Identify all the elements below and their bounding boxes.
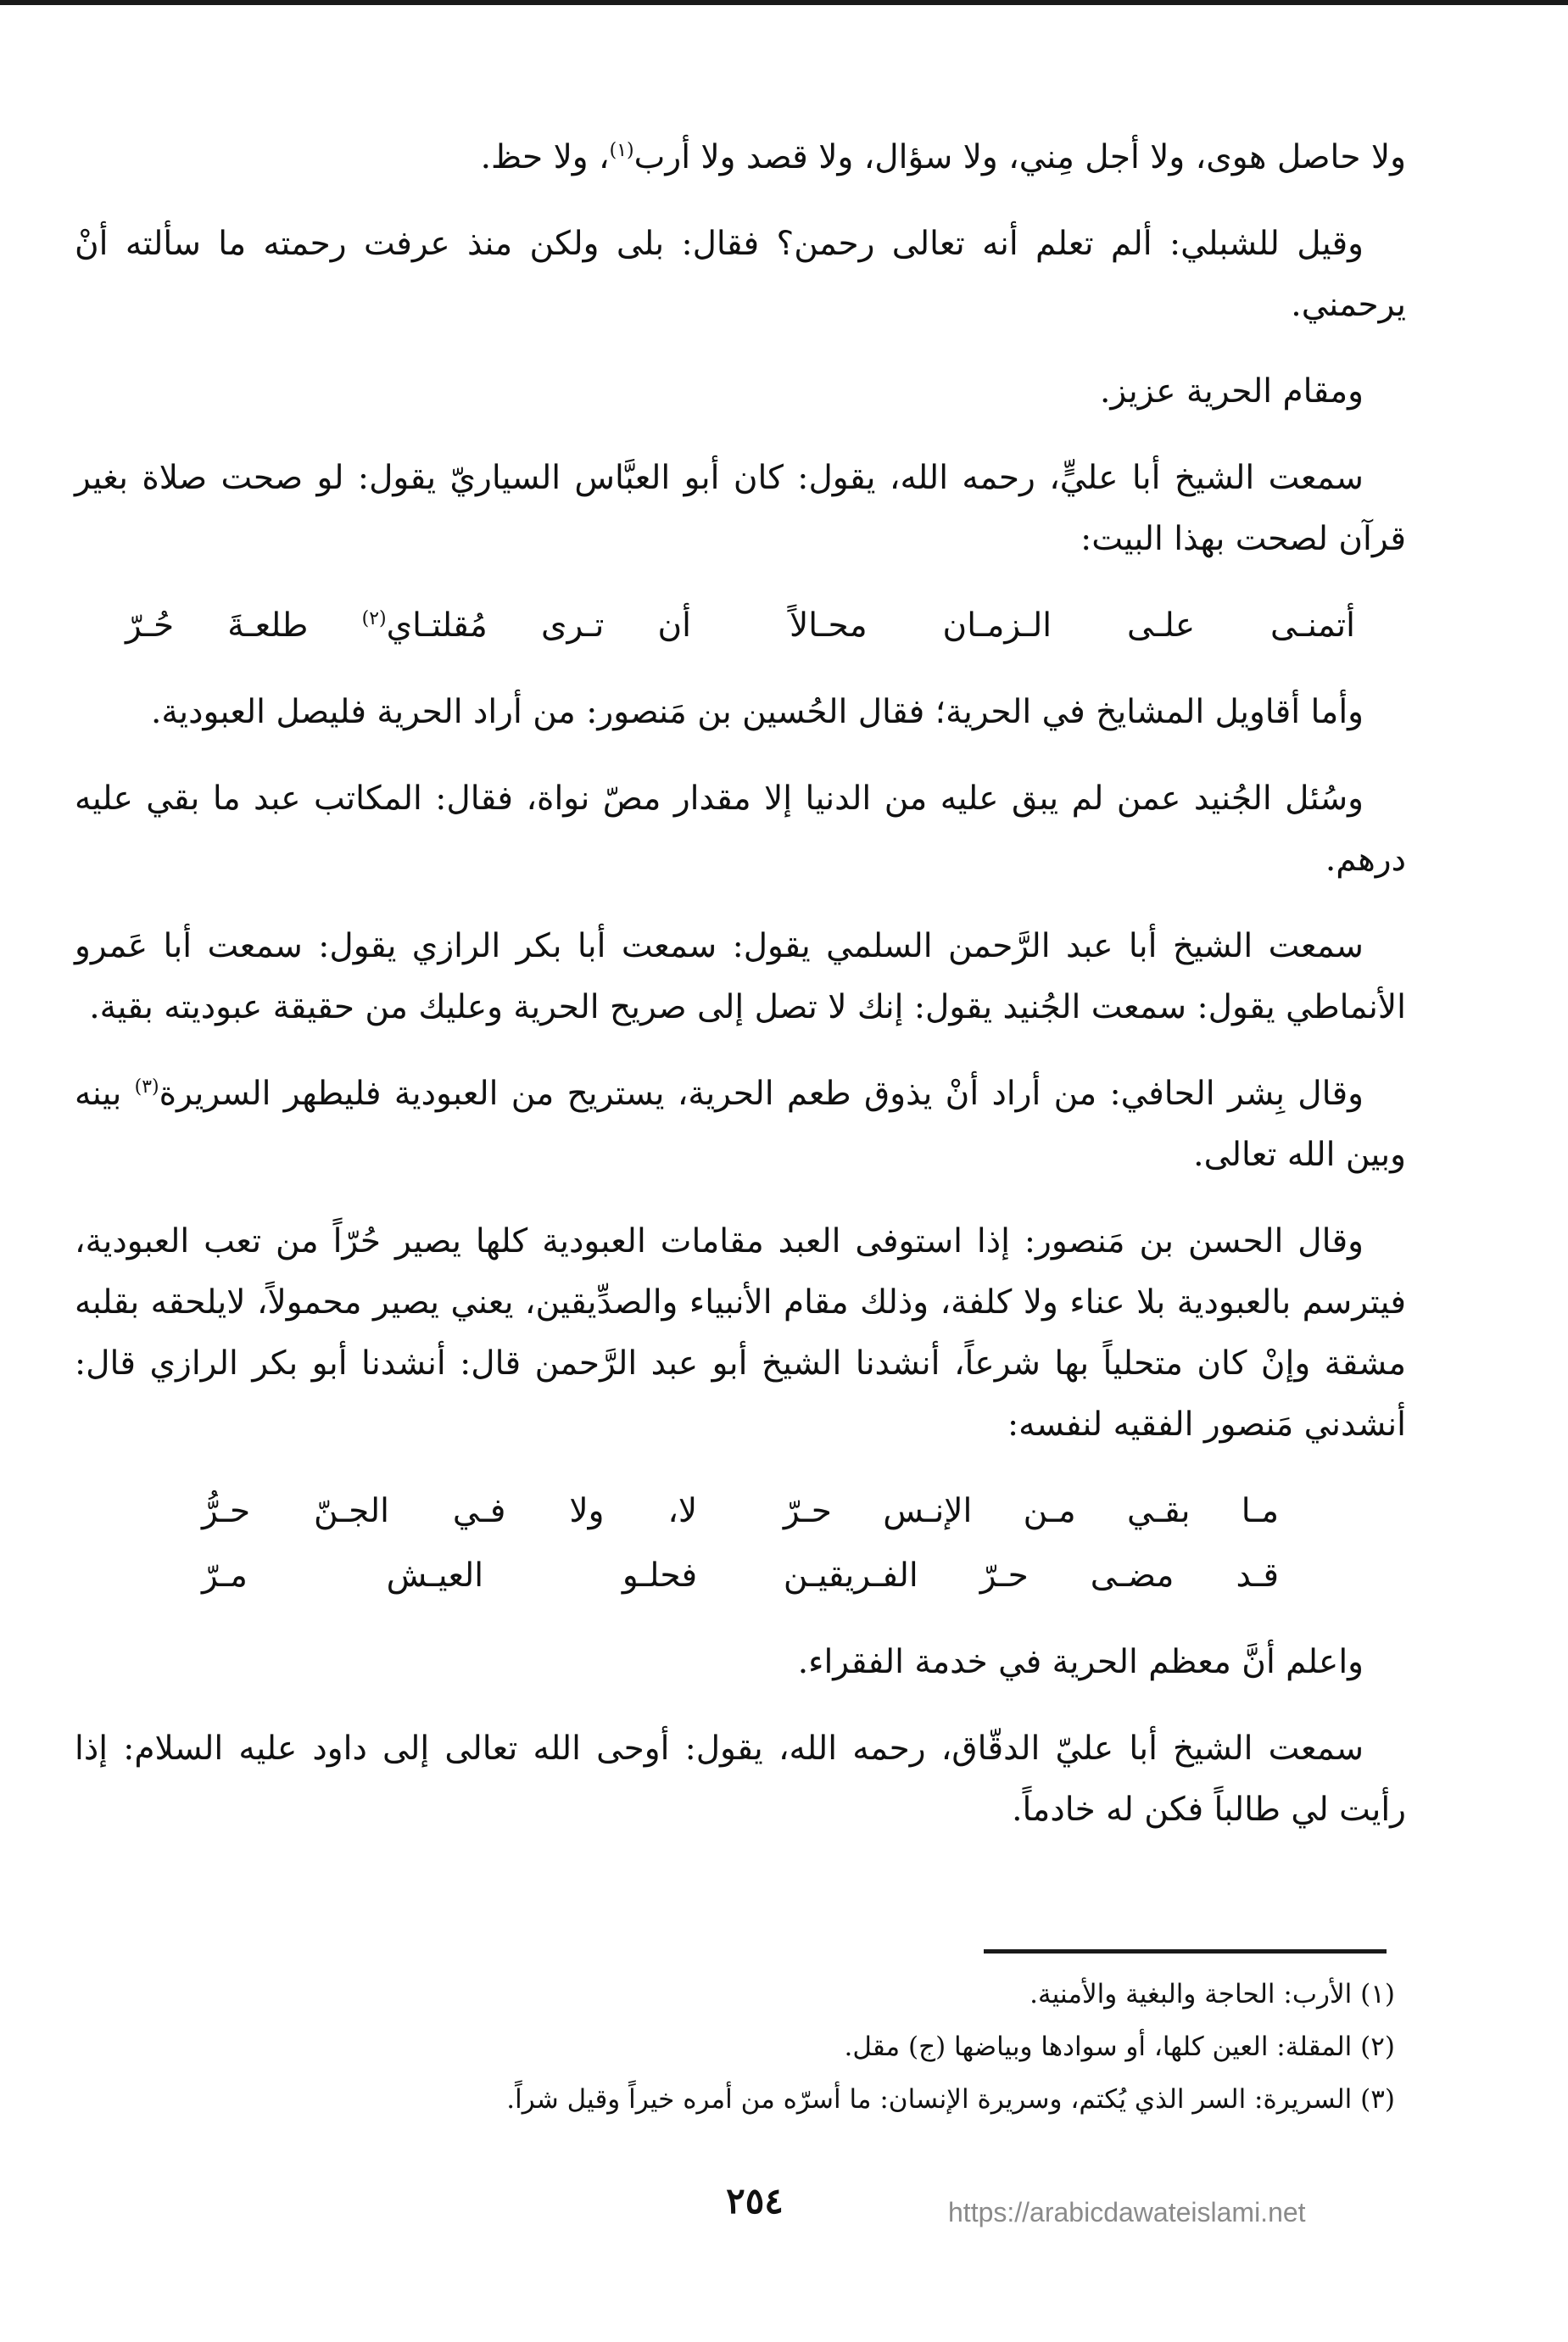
verse-2 xyxy=(202,1481,1279,1607)
verse-2-line-1-second: لا، ولا فـي الجـنّ حـرُّ xyxy=(202,1492,698,1530)
footnote-mark-2: (٢) xyxy=(361,608,387,629)
watermark-url: https://arabicdawateislami.net xyxy=(948,2197,1306,2227)
verse-1 xyxy=(126,595,1355,657)
footnote-mark-3: (٣) xyxy=(134,1076,159,1098)
footnote-2: (٢) المقلة: العين كلها، أو سوادها وبياضها (ج) مقل. xyxy=(844,2032,1395,2062)
verse-1-first-hemistich: أتمنـى علـى الـزمـان محـالاً xyxy=(790,606,1355,645)
paragraph-9: وقال الحسن بن مَنصور: إذا استوفى العبد مقامات العبودية كلها يصير حُرّاً من تعب العبودية، فيترسم بالعبودية بلا عناء ولا كلفة، وذلك مقام الأنبياء والصدِّيقين، يعني يصير محمولاً، لايلحقه بقلبه مشقة وإنْ كان متحلياً بها شرعاً، أنشدنا الشيخ أبو عبد الرَّحمن قال: أنشدنا أبو بكر الرازي قال: أنشدني مَنصور الفقيه لنفسه: xyxy=(75,1222,1406,1444)
footnote-1: (١) الأرب: الحاجة والبغية والأمنية. xyxy=(1030,1979,1395,2009)
page-number: ٢٥٤ xyxy=(726,2180,784,2222)
paragraph-3: ومقام الحرية عزيز. xyxy=(1099,372,1364,411)
footnote-rule xyxy=(984,1949,1387,1954)
paragraph-5: وأما أقاويل المشايخ في الحرية؛ فقال الحُسين بن مَنصور: من أراد الحرية فليصل العبودية. xyxy=(150,693,1364,731)
page-body xyxy=(75,127,1406,1866)
paragraph-4: سمعت الشيخ أبا عليٍّ، رحمه الله، يقول: كان أبو العبَّاس السياريّ يقول: لو صحت صلاة بغير قرآن لصحت بهذا البيت: xyxy=(75,459,1406,558)
paragraph-11: سمعت الشيخ أبا عليّ الدقّاق، رحمه الله، يقول: أوحى الله تعالى إلى داود عليه السلام: إذا رأيت لي طالباً فكن له خادماً. xyxy=(75,1730,1406,1829)
footnote-mark-1: (١) xyxy=(609,140,634,161)
verse-2-line-1-first: مـا بقـي مـن الإنـس حـرّ xyxy=(783,1492,1279,1530)
paragraph-10: واعلم أنَّ معظم الحرية في خدمة الفقراء. xyxy=(797,1643,1364,1681)
verse-2-line-2-second: فحلـو العيـش مـرّ xyxy=(202,1557,698,1595)
paragraph-2: وقيل للشبلي: ألم تعلم أنه تعالى رحمن؟ فقال: بلى ولكن منذ عرفت رحمته ما سألته أنْ يرحمني. xyxy=(75,225,1406,324)
verse-2-line-1 xyxy=(202,1481,1279,1542)
paragraph-1: ولا حاصل هوى، ولا أجل مِني، ولا سؤال، ولا قصد ولا أرب$^{(١)}$، ولا حظ. xyxy=(480,138,1406,176)
footnotes xyxy=(254,1968,1395,2126)
paragraph-8: وقال بِشر الحافي: من أراد أنْ يذوق طعم الحرية، يستريح من العبودية فليطهر السريرة$^{(٣)}$ بينه وبين الله تعالى. xyxy=(75,1075,1406,1174)
verse-2-line-2 xyxy=(202,1545,1279,1607)
verse-2-line-2-first: قـد مضـى حـرّ الفـريقيـن xyxy=(783,1557,1279,1595)
paragraph-7: سمعت الشيخ أبا عبد الرَّحمن السلمي يقول: سمعت أبا بكر الرازي يقول: سمعت أبا عَمرو الأنماطي يقول: سمعت الجُنيد يقول: إنك لا تصل إلى صريح الحرية وعليك من حقيقة عبوديته بقية. xyxy=(75,927,1406,1026)
verse-1-second-hemistich: أن تـرى مُقلتـاي$^{(٢)}$ طلعـةَ حُـرّ xyxy=(126,606,692,645)
top-rule xyxy=(0,0,1568,5)
footnote-3: (٣) السريرة: السر الذي يُكتم، وسريرة الإنسان: ما أسرّه من أمره خيراً وقيل شراً. xyxy=(506,2084,1395,2115)
paragraph-6: وسُئل الجُنيد عمن لم يبق عليه من الدنيا إلا مقدار مصّ نواة، فقال: المكاتب عبد ما بقي عليه درهم. xyxy=(75,780,1406,879)
